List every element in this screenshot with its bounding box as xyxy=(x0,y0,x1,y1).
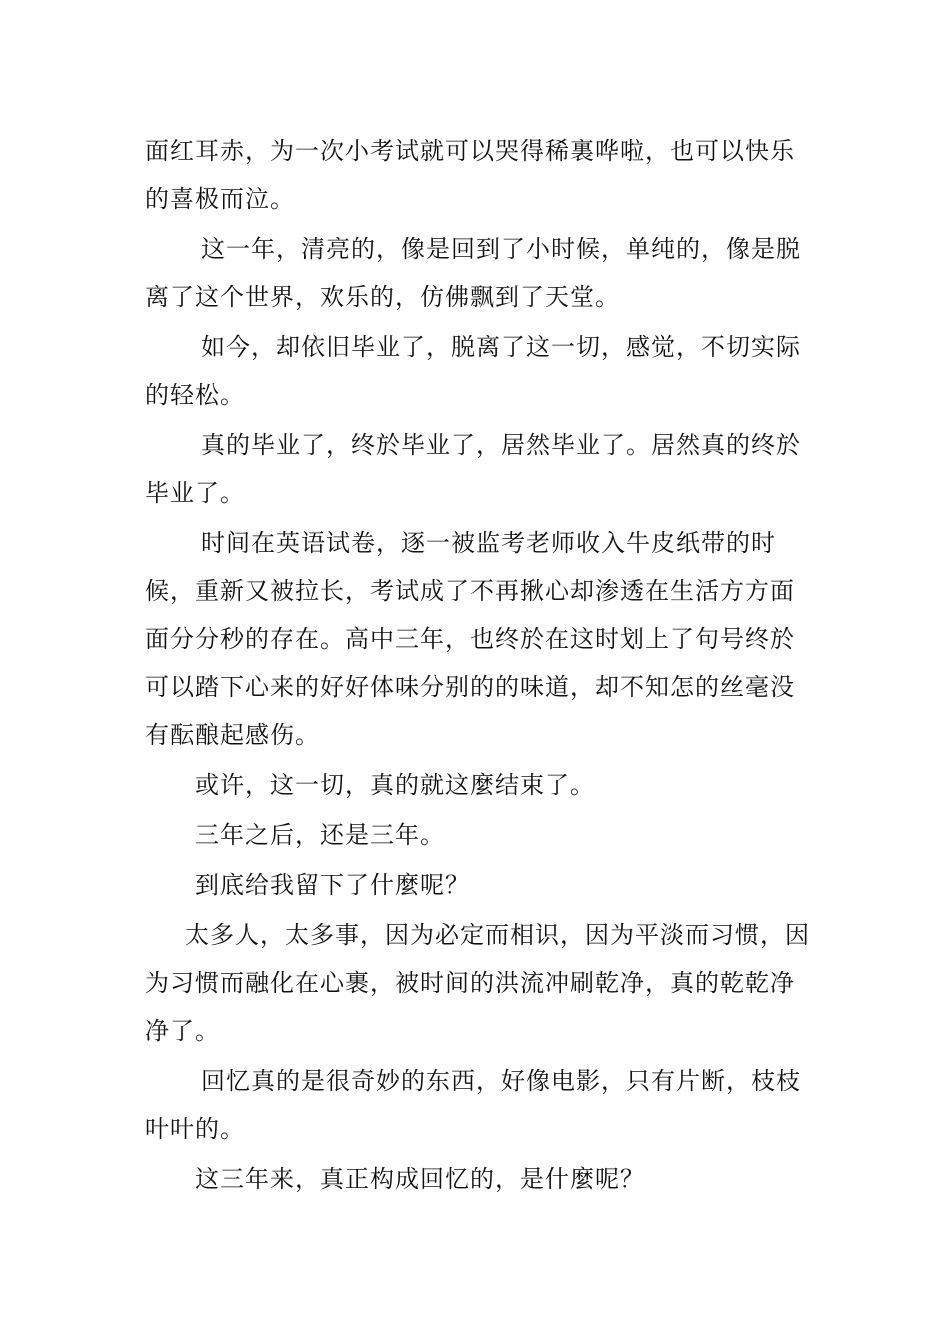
paragraph-4: 真的毕业了，终於毕业了，居然毕业了。居然真的终於毕业了。 xyxy=(145,431,801,507)
paragraph-10: 回忆真的是很奇妙的东西，好像电影，只有片断，枝枝叶叶的。 xyxy=(145,1067,801,1143)
paragraph-3: 如今，却依旧毕业了，脱离了这一切，感觉，不切实际的轻松。 xyxy=(145,333,801,409)
paragraph-5: 时间在英语试卷，逐一被监考老师收入牛皮纸带的时候，重新又被拉长，考试成了不再揪心却渗透在生活方方面面分分秒的存在。高中三年，也终於在这时划上了句号终於可以踏下心来的好好体味分别的的味道，却不知怎的丝毫没有酝酿起感伤。 xyxy=(145,529,795,749)
paragraph-8: 到底给我留下了什麼呢？ xyxy=(195,871,470,899)
document-body xyxy=(145,127,810,1205)
paragraph-1: 面红耳赤，为一次小考试就可以哭得稀裏哗啦，也可以快乐的喜极而泣。 xyxy=(145,137,795,213)
paragraph-2: 这一年，清亮的，像是回到了小时候，单纯的，像是脱离了这个世界，欢乐的，仿佛飘到了天堂。 xyxy=(145,235,801,311)
paragraph-9: 太多人，太多事，因为必定而相识，因为平淡而习惯，因为习惯而融化在心裹，被时间的洪流冲刷乾净，真的乾乾净净了。 xyxy=(145,921,810,1045)
paragraph-11: 这三年来，真正构成回忆的，是什麼呢？ xyxy=(195,1165,645,1193)
paragraph-7: 三年之后，还是三年。 xyxy=(195,821,445,849)
paragraph-6: 或许，这一切，真的就这麼结束了。 xyxy=(195,771,595,799)
